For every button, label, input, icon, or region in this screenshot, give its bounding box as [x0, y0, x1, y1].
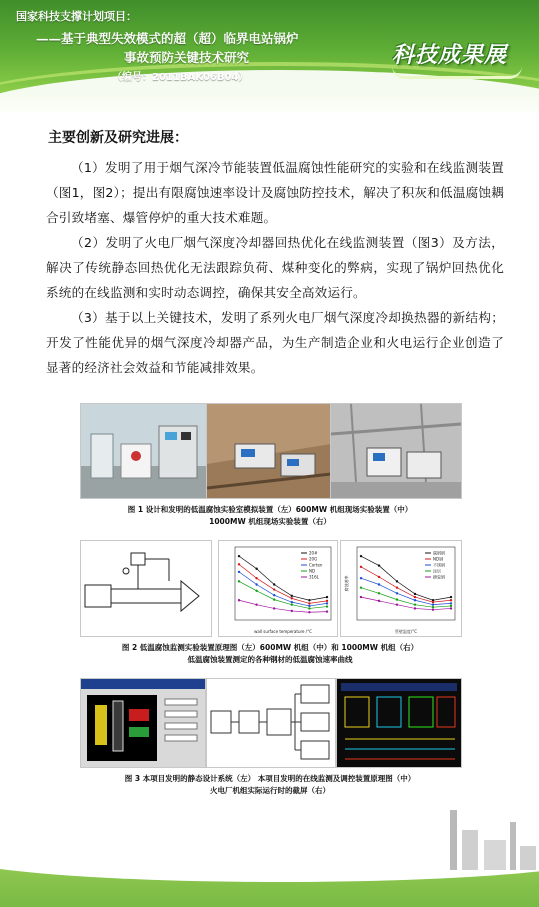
series-point [326, 596, 328, 598]
corrosion-rate-chart-1000mw [341, 541, 461, 636]
series-point [396, 598, 398, 600]
series-line [239, 581, 327, 608]
section-title: 主要创新及研究进展： [48, 130, 188, 146]
series-point [255, 583, 257, 585]
fig1-caption-line2: 1000MW 机组现场实验装置（右） [209, 517, 331, 526]
series-point [308, 605, 310, 607]
series-line [361, 578, 451, 604]
footer-banner [0, 800, 539, 907]
fig2-caption-line1: 图 2 低温腐蚀监测实验装置原理图（左）600MW 机组（中）和 1000MW 机组（右） [121, 643, 419, 652]
fig2-schematic [80, 540, 212, 637]
fig1-1000mw-photo [330, 403, 462, 499]
series-point [396, 580, 398, 582]
legend-label: 316L [309, 574, 319, 580]
legend-label: Corten [309, 562, 323, 568]
series-point [308, 602, 310, 604]
fig3-runtime-screenshot [336, 678, 462, 768]
x-axis-label: wall surface temperature /°C [254, 629, 312, 634]
series-point [360, 586, 362, 588]
fig3-monitoring-diagram [206, 678, 336, 768]
legend-label: ND [309, 568, 316, 574]
series-point [450, 596, 452, 598]
series-point [238, 580, 240, 582]
series-point [326, 610, 328, 612]
series-point [255, 568, 257, 570]
fig2-caption-line2: 低温腐蚀装置测定的各种钢材的低温腐蚀速率曲线 [187, 655, 353, 664]
program-label: 国家科技支撑计划项目： [16, 10, 137, 23]
series-point [396, 586, 398, 588]
series-point [273, 588, 275, 590]
series-point [378, 600, 380, 602]
series-point [291, 595, 293, 597]
series-point [432, 603, 434, 605]
fig3-static-design [80, 678, 206, 768]
monitoring-principle-diagram [207, 679, 335, 767]
series-point [273, 594, 275, 596]
series-point [414, 603, 416, 605]
series-point [378, 564, 380, 566]
series-line [361, 597, 451, 610]
series-point [326, 605, 328, 607]
field-1000mw-image [331, 404, 461, 498]
series-point [273, 583, 275, 585]
series-point [238, 599, 240, 601]
legend-label: 20# [309, 550, 318, 556]
series-point [291, 610, 293, 612]
legend-label: 搪瓷钢 [433, 574, 445, 580]
paragraph-1: （1）发明了用于烟气深冷节能装置低温腐蚀性能研究的实验和在线监测装置（图1，图2）；提出有限腐蚀速率设计及腐蚀防控技术，解决了积灰和低温腐蚀耦合引致堵塞、爆管停炉的重大技术难题。 [46, 160, 504, 225]
legend-label: 20G [309, 556, 318, 562]
series-point [450, 599, 452, 601]
series-point [308, 607, 310, 609]
legend-label: ND钢 [433, 556, 444, 562]
series-point [326, 600, 328, 602]
brand-logo-text: 科技成果展 [392, 43, 508, 68]
series-point [396, 603, 398, 605]
paragraph-3: （3）基于以上关键技术，发明了系列火电厂烟气深度冷却换热器的新结构；开发了性能优异的烟气深度冷却器产品，为生产制造企业和火电运行企业创造了显著的经济社会效益和节能减排效果。 [46, 310, 504, 375]
fig2-chart-1000mw [340, 540, 462, 637]
corrosion-rate-chart-600mw [219, 541, 337, 636]
fig2-chart-600mw [218, 540, 338, 637]
legend-label: 不锈钢 [433, 562, 445, 568]
project-title-line1: ——基于典型失效模式的超（超）临界电站锅炉 [36, 31, 299, 46]
series-point [432, 601, 434, 603]
series-point [432, 609, 434, 611]
series-point [396, 592, 398, 594]
series-point [450, 602, 452, 604]
series-point [326, 602, 328, 604]
power-plant-icon [440, 800, 539, 880]
series-point [360, 596, 362, 598]
monitoring-schematic-image [81, 541, 211, 636]
series-point [273, 607, 275, 609]
static-design-screenshot [81, 679, 205, 767]
series-point [414, 593, 416, 595]
legend-label: 碳钢钢 [433, 550, 445, 556]
series-point [378, 583, 380, 585]
x-axis-label: 管壁温度/°C [394, 629, 418, 634]
series-point [378, 592, 380, 594]
series-point [238, 571, 240, 573]
series-point [255, 603, 257, 605]
series-point [432, 606, 434, 608]
project-code: （编号：2011BAK06B04） [112, 72, 249, 83]
series-point [378, 576, 380, 578]
series-point [414, 599, 416, 601]
fig3-caption-line2: 火电厂机组实际运行时的截屏（右） [210, 786, 330, 795]
series-point [238, 563, 240, 565]
paragraph-2: （2）发明了火电厂烟气深度冷却器回热优化在线监测装置（图3）及方法，解决了传统静态回热优化无法跟踪负荷、煤种变化的弊病，实现了锅炉回热优化系统的在线监测和实时动态调控，确保其安全高效运行。 [46, 235, 504, 300]
fig1-600mw-photo [206, 403, 332, 499]
series-point [450, 605, 452, 607]
series-point [255, 590, 257, 592]
series-point [255, 577, 257, 579]
series-point [308, 599, 310, 601]
series-point [414, 607, 416, 609]
series-point [238, 555, 240, 557]
series-point [291, 597, 293, 599]
project-title-line2: 事故预防关键技术研究 [124, 50, 250, 65]
series-point [273, 598, 275, 600]
runtime-screenshot-image [337, 679, 461, 767]
series-point [414, 596, 416, 598]
header-banner [0, 0, 539, 112]
fig1-caption-line1: 图 1 设计和发明的低温腐蚀实验室模拟装置（左）600MW 机组现场实验装置（中） [127, 505, 413, 514]
series-point [360, 577, 362, 579]
fig1-lab-photo [80, 403, 208, 499]
series-point [291, 601, 293, 603]
series-point [360, 566, 362, 568]
main-content [46, 128, 504, 380]
legend-label: 涂层 [433, 568, 441, 574]
series-point [360, 555, 362, 557]
lab-equipment-image [81, 404, 207, 498]
y-axis-label: 腐蚀速率 [344, 575, 349, 592]
field-600mw-image [207, 404, 331, 498]
brand-swoosh-icon [392, 66, 522, 79]
series-point [450, 607, 452, 609]
series-point [291, 603, 293, 605]
fig3-caption-line1: 图 3 本项目发明的静态设计系统（左） 本项目发明的在线监测及调控装置原理图（中） [124, 774, 416, 783]
series-point [308, 611, 310, 613]
